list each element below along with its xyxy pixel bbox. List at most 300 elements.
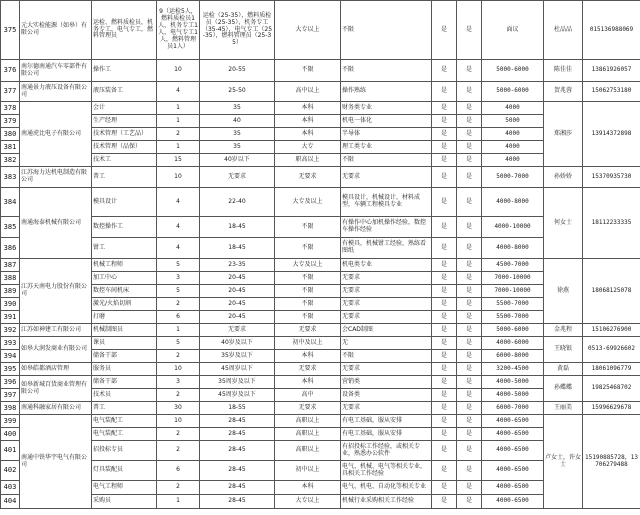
contact-phone: 13914372898: [583, 102, 640, 167]
education-requirement: 初中及以上: [275, 337, 341, 350]
major-requirement: 设备类: [341, 389, 432, 402]
job-title: 普工: [92, 402, 157, 415]
flag-cell: 是: [432, 495, 457, 509]
salary: 4000-6000: [482, 337, 544, 350]
job-title: 液压装备工: [92, 82, 157, 102]
job-title: 灯具装配员: [92, 461, 157, 481]
salary: 4000-5000: [482, 389, 544, 402]
table-row: [1, 1, 640, 60]
education-requirement: 本科: [275, 102, 341, 115]
age-requirement: 运检（25-35），燃料质检员（25-35），机务专工（35-45），电气专工（25-35），燃料管理员（25-35）: [200, 1, 275, 60]
row-number: 387: [1, 259, 20, 272]
age-requirement: 20-45: [200, 298, 275, 311]
salary: 面议: [482, 1, 544, 60]
flag-cell: 是: [432, 415, 457, 428]
flag-cell: 是: [432, 115, 457, 128]
headcount: 2: [157, 350, 200, 363]
table-row: [1, 102, 640, 115]
row-number: 404: [1, 495, 20, 509]
age-requirement: 35岁及以下: [200, 350, 275, 363]
salary: 5500-7000: [482, 298, 544, 311]
flag-cell: 是: [457, 415, 482, 428]
headcount: 4: [157, 82, 200, 102]
contact-person: 杜品品: [544, 1, 583, 60]
flag-cell: 是: [432, 188, 457, 217]
job-title: 会计: [92, 102, 157, 115]
flag-cell: 是: [457, 141, 482, 154]
flag-cell: 是: [457, 259, 482, 272]
age-requirement: 35: [200, 128, 275, 141]
flag-cell: 是: [432, 167, 457, 188]
headcount: 5: [157, 259, 200, 272]
education-requirement: 高中: [275, 389, 341, 402]
flag-cell: 是: [457, 311, 482, 324]
company-name: 南通海泰机械有限公司: [20, 188, 92, 259]
salary: 4000-6500: [482, 461, 544, 481]
headcount: 2: [157, 428, 200, 441]
row-number: 383: [1, 167, 20, 188]
flag-cell: 是: [432, 141, 457, 154]
salary: 5500-7000: [482, 311, 544, 324]
job-title: 生产经理: [92, 115, 157, 128]
major-requirement: 无要求: [341, 298, 432, 311]
flag-cell: 是: [432, 285, 457, 298]
flag-cell: 是: [457, 461, 482, 481]
headcount: 1: [157, 115, 200, 128]
row-number: 382: [1, 154, 20, 167]
contact-phone: 15996629678: [583, 402, 640, 415]
job-title: 服务员: [92, 363, 157, 376]
flag-cell: 是: [432, 311, 457, 324]
job-title: 课员: [92, 337, 157, 350]
education-requirement: 本科: [275, 481, 341, 495]
education-requirement: 不限: [275, 285, 341, 298]
salary: 3200-4500: [482, 363, 544, 376]
flag-cell: 是: [457, 285, 482, 298]
education-requirement: 大专及以上: [275, 259, 341, 272]
education-requirement: 不限: [275, 311, 341, 324]
age-requirement: 18-45: [200, 238, 275, 259]
flag-cell: 是: [457, 82, 482, 102]
education-requirement: 不限: [275, 238, 341, 259]
flag-cell: 是: [457, 402, 482, 415]
age-requirement: 20-45: [200, 285, 275, 298]
row-number: 380: [1, 128, 20, 141]
row-number: 384: [1, 188, 20, 217]
job-title: 电气工程师: [92, 481, 157, 495]
education-requirement: 不限: [275, 298, 341, 311]
salary: 4000-6500: [482, 495, 544, 509]
salary: 4000-6500: [482, 481, 544, 495]
major-requirement: 机电类专业: [341, 259, 432, 272]
salary: 4500-7000: [482, 259, 544, 272]
major-requirement: 有操作中心加机操作经验，数控车操作经验: [341, 217, 432, 238]
row-number: 375: [1, 1, 20, 60]
age-requirement: 28-45: [200, 481, 275, 495]
row-number: 388: [1, 272, 20, 285]
major-requirement: 电气、机电、自动化等相关专业: [341, 481, 432, 495]
headcount: 4: [157, 217, 200, 238]
major-requirement: 有电工基础，服从安排: [341, 415, 432, 428]
table-row: [1, 415, 640, 428]
education-requirement: 大专及以上: [275, 188, 341, 217]
age-requirement: 28-45: [200, 415, 275, 428]
table-row: [1, 324, 640, 337]
contact-phone: 18061096779: [583, 363, 640, 376]
major-requirement: 半导体: [341, 128, 432, 141]
education-requirement: 无要求: [275, 402, 341, 415]
table-row: [1, 337, 640, 350]
education-requirement: 不限: [275, 60, 341, 82]
education-requirement: 不限: [275, 217, 341, 238]
row-number: 403: [1, 481, 20, 495]
flag-cell: 是: [432, 238, 457, 259]
headcount: 2: [157, 441, 200, 461]
contact-person: 卢女士，许女士: [544, 415, 583, 509]
row-number: 390: [1, 298, 20, 311]
row-number: 398: [1, 402, 20, 415]
job-title: 招投标专员: [92, 441, 157, 461]
flag-cell: 是: [432, 259, 457, 272]
major-requirement: 电气、机械、电气等相关专业，具相关工作经验: [341, 461, 432, 481]
company-name: 如皋大润发商业有限公司: [20, 337, 92, 363]
contact-person: 王丽美: [544, 402, 583, 415]
row-number: 395: [1, 363, 20, 376]
age-requirement: 40: [200, 115, 275, 128]
age-requirement: 35周岁及以下: [200, 376, 275, 389]
headcount: 10: [157, 167, 200, 188]
flag-cell: 是: [432, 102, 457, 115]
education-requirement: 高职以上: [275, 415, 341, 428]
row-number: 377: [1, 82, 20, 102]
flag-cell: 是: [432, 60, 457, 82]
contact-person: 徐燕: [544, 259, 583, 324]
salary: 4000-5000: [482, 376, 544, 389]
row-number: 399: [1, 415, 20, 428]
table-row: [1, 82, 640, 102]
major-requirement: 财务类专业: [341, 102, 432, 115]
flag-cell: 是: [457, 188, 482, 217]
salary: 5000-6000: [482, 82, 544, 102]
age-requirement: 25-50: [200, 82, 275, 102]
row-number: 386: [1, 238, 20, 259]
age-requirement: 22-40: [200, 188, 275, 217]
row-number: 385: [1, 217, 20, 238]
flag-cell: 是: [432, 154, 457, 167]
flag-cell: 是: [432, 128, 457, 141]
row-number: 391: [1, 311, 20, 324]
education-requirement: 本科: [275, 115, 341, 128]
row-number: 381: [1, 141, 20, 154]
major-requirement: 操作熟练: [341, 82, 432, 102]
headcount: 3: [157, 272, 200, 285]
job-title: 技术员: [92, 389, 157, 402]
age-requirement: 无要求: [200, 167, 275, 188]
education-requirement: 高中以上: [275, 82, 341, 102]
job-title: 加工中心: [92, 272, 157, 285]
major-requirement: 无: [341, 337, 432, 350]
major-requirement: 机电一体化: [341, 115, 432, 128]
age-requirement: 18-45: [200, 217, 275, 238]
company-name: 元大实检能源（如皋）有限公司: [20, 1, 92, 60]
flag-cell: 是: [457, 495, 482, 509]
company-name: 如皋新城百货商业管理有限公司: [20, 376, 92, 402]
salary: 4000: [482, 154, 544, 167]
flag-cell: 是: [457, 298, 482, 311]
job-title: 储备干部: [92, 376, 157, 389]
salary: 4000: [482, 141, 544, 154]
salary: 4000-8000: [482, 238, 544, 259]
flag-cell: 是: [457, 363, 482, 376]
major-requirement: 无要求: [341, 363, 432, 376]
flag-cell: 是: [432, 1, 457, 60]
age-requirement: 28-45: [200, 428, 275, 441]
headcount: 10: [157, 363, 200, 376]
headcount: 1: [157, 141, 200, 154]
major-requirement: 有招投标工作经验，或相关专业，熟悉办公软件: [341, 441, 432, 461]
job-title: 技术管理（品保）: [92, 141, 157, 154]
major-requirement: 无要求: [341, 402, 432, 415]
job-title: 数控车间机床: [92, 285, 157, 298]
age-requirement: 20-55: [200, 60, 275, 82]
flag-cell: 是: [432, 461, 457, 481]
salary: 4000-6500: [482, 441, 544, 461]
age-requirement: 28-45: [200, 461, 275, 481]
flag-cell: 是: [432, 324, 457, 337]
education-requirement: 初中以上: [275, 461, 341, 481]
headcount: 4: [157, 188, 200, 217]
table-row: [1, 259, 640, 272]
flag-cell: 是: [457, 441, 482, 461]
flag-cell: 是: [432, 389, 457, 402]
salary: 5000-7000: [482, 167, 544, 188]
age-requirement: 18-55: [200, 402, 275, 415]
contact-person: 何女士: [544, 188, 583, 259]
contact-phone: 19825468702: [583, 376, 640, 402]
contact-person: 黄磊: [544, 363, 583, 376]
major-requirement: 模具设计，机械设计，材料成型，车辆工程模具专业: [341, 188, 432, 217]
job-title: 电气装配工: [92, 428, 157, 441]
company-name: 南通景力液压设备有限公司: [20, 82, 92, 102]
row-number: 378: [1, 102, 20, 115]
salary: 7000-10000: [482, 272, 544, 285]
headcount: 1: [157, 102, 200, 115]
age-requirement: 20-45: [200, 311, 275, 324]
table-row: [1, 60, 640, 82]
flag-cell: 是: [457, 238, 482, 259]
education-requirement: 本科: [275, 128, 341, 141]
job-title: 模具设计: [92, 188, 157, 217]
age-requirement: 20-45: [200, 272, 275, 285]
age-requirement: 35: [200, 141, 275, 154]
salary: 4000-6500: [482, 415, 544, 428]
flag-cell: 是: [432, 272, 457, 285]
contact-phone: 15106276900: [583, 324, 640, 337]
row-number: 392: [1, 324, 20, 337]
headcount: 10: [157, 415, 200, 428]
table-row: [1, 363, 640, 376]
education-requirement: 无要求: [275, 324, 341, 337]
headcount: 5: [157, 285, 200, 298]
salary: 4000-8000: [482, 188, 544, 217]
major-requirement: 不限: [341, 1, 432, 60]
flag-cell: 是: [457, 128, 482, 141]
education-requirement: 大专以上: [275, 495, 341, 509]
major-requirement: 无要求: [341, 311, 432, 324]
flag-cell: 是: [432, 402, 457, 415]
salary: 4000-6500: [482, 428, 544, 441]
table-row: [1, 188, 640, 217]
company-name: 南尔德南通汽车零部件有限公司: [20, 60, 92, 82]
education-requirement: 高职以上: [275, 428, 341, 441]
salary: 5000-6000: [482, 60, 544, 82]
row-number: 393: [1, 337, 20, 350]
age-requirement: 40岁以下: [200, 154, 275, 167]
job-title: 打磨: [92, 311, 157, 324]
major-requirement: 有电工基础，服从安排: [341, 428, 432, 441]
salary: 4000-10000: [482, 217, 544, 238]
row-number: 397: [1, 389, 20, 402]
education-requirement: 无要求: [275, 167, 341, 188]
flag-cell: 是: [457, 376, 482, 389]
headcount: 3: [157, 376, 200, 389]
headcount: 2: [157, 389, 200, 402]
flag-cell: 是: [457, 154, 482, 167]
flag-cell: 是: [432, 350, 457, 363]
salary: 6000-8000: [482, 350, 544, 363]
education-requirement: 本科: [275, 376, 341, 389]
contact-person: 陈佳佳: [544, 60, 583, 82]
company-name: 南通科融家居有限公司: [20, 402, 92, 415]
contact-person: 王晓银: [544, 337, 583, 363]
company-name: 如皋皓都酒店管理: [20, 363, 92, 376]
salary: 5000-6000: [482, 324, 544, 337]
table-row: [1, 376, 640, 389]
job-title: 技术管理（工艺品）: [92, 128, 157, 141]
education-requirement: 职高以上: [275, 154, 341, 167]
flag-cell: 是: [432, 217, 457, 238]
flag-cell: 是: [432, 363, 457, 376]
education-requirement: 本科: [275, 350, 341, 363]
contact-phone: 13861926057: [583, 60, 640, 82]
row-number: 402: [1, 461, 20, 481]
age-requirement: 28-45: [200, 495, 275, 509]
major-requirement: 营销类: [341, 376, 432, 389]
salary: 4000: [482, 128, 544, 141]
headcount: 4: [157, 238, 200, 259]
row-number: 400: [1, 428, 20, 441]
row-number: 379: [1, 115, 20, 128]
flag-cell: 是: [457, 272, 482, 285]
flag-cell: 是: [457, 350, 482, 363]
headcount: 2: [157, 298, 200, 311]
company-name: 江苏天南电力股份有限公司: [20, 259, 92, 324]
table-row: [1, 167, 640, 188]
major-requirement: 不限: [341, 154, 432, 167]
job-title: 数控操作工: [92, 217, 157, 238]
flag-cell: 是: [432, 481, 457, 495]
age-requirement: 45周岁及以下: [200, 389, 275, 402]
contact-phone: 18112233335: [583, 188, 640, 259]
flag-cell: 是: [432, 298, 457, 311]
flag-cell: 是: [432, 376, 457, 389]
contact-phone: 15062753180: [583, 82, 640, 102]
flag-cell: 是: [457, 337, 482, 350]
job-title: 技术工: [92, 154, 157, 167]
job-title: 钳工: [92, 238, 157, 259]
headcount: 6: [157, 461, 200, 481]
salary: 6000-7000: [482, 402, 544, 415]
salary: 5000: [482, 115, 544, 128]
headcount: 5: [157, 337, 200, 350]
headcount: 10: [157, 60, 200, 82]
age-requirement: 45周岁以下: [200, 363, 275, 376]
company-name: 南通虎比电子有限公司: [20, 102, 92, 167]
row-number: 396: [1, 376, 20, 389]
job-title: 采购员: [92, 495, 157, 509]
contact-phone: 15190885728，13706279488: [583, 415, 640, 509]
job-title: 电气装配工: [92, 415, 157, 428]
major-requirement: 机械行业采购相关工作经验: [341, 495, 432, 509]
major-requirement: 不限: [341, 350, 432, 363]
contact-phone: 0513-69926602: [583, 337, 640, 363]
contact-person: 孙娇娇: [544, 167, 583, 188]
major-requirement: 无要求: [341, 285, 432, 298]
company-name: 南通中铁华宇电气有限公司: [20, 415, 92, 509]
flag-cell: 是: [432, 337, 457, 350]
major-requirement: 不限: [341, 60, 432, 82]
age-requirement: 40岁及以下: [200, 337, 275, 350]
salary: 7000-10000: [482, 285, 544, 298]
age-requirement: 28-45: [200, 441, 275, 461]
age-requirement: 23-35: [200, 259, 275, 272]
major-requirement: 理工类专业: [341, 141, 432, 154]
major-requirement: 有模具，机械钳工经验，熟练看图纸: [341, 238, 432, 259]
flag-cell: 是: [432, 441, 457, 461]
contact-person: 郑湘莎: [544, 102, 583, 167]
job-title: 运检、燃料质检员，机务专工，电气专工，燃料管理员: [92, 1, 157, 60]
contact-phone: 015136988069: [583, 1, 640, 60]
flag-cell: 是: [457, 324, 482, 337]
flag-cell: 是: [457, 60, 482, 82]
headcount: 30: [157, 402, 200, 415]
age-requirement: 35: [200, 102, 275, 115]
education-requirement: 无要求: [275, 363, 341, 376]
contact-phone: 18068125078: [583, 259, 640, 324]
major-requirement: 无要求: [341, 272, 432, 285]
headcount: 15: [157, 154, 200, 167]
flag-cell: 是: [457, 481, 482, 495]
row-number: 394: [1, 350, 20, 363]
flag-cell: 是: [432, 428, 457, 441]
headcount: 9（运检5人，燃料质检员1人，机务专工1人，电气专工1人，燃料管理员1人）: [157, 1, 200, 60]
table-row: [1, 402, 640, 415]
flag-cell: 是: [457, 1, 482, 60]
flag-cell: 是: [457, 217, 482, 238]
contact-person: 孙蝶蝶: [544, 376, 583, 402]
flag-cell: 是: [457, 428, 482, 441]
job-title: 普工: [92, 167, 157, 188]
job-title: 储备干部: [92, 350, 157, 363]
contact-person: 贺兆蓉: [544, 82, 583, 102]
row-number: 389: [1, 285, 20, 298]
headcount: 6: [157, 311, 200, 324]
row-number: 401: [1, 441, 20, 461]
job-title: 激光/火焰切割: [92, 298, 157, 311]
education-requirement: 高职以上: [275, 441, 341, 461]
contact-phone: 15370935730: [583, 167, 640, 188]
row-number: 376: [1, 60, 20, 82]
